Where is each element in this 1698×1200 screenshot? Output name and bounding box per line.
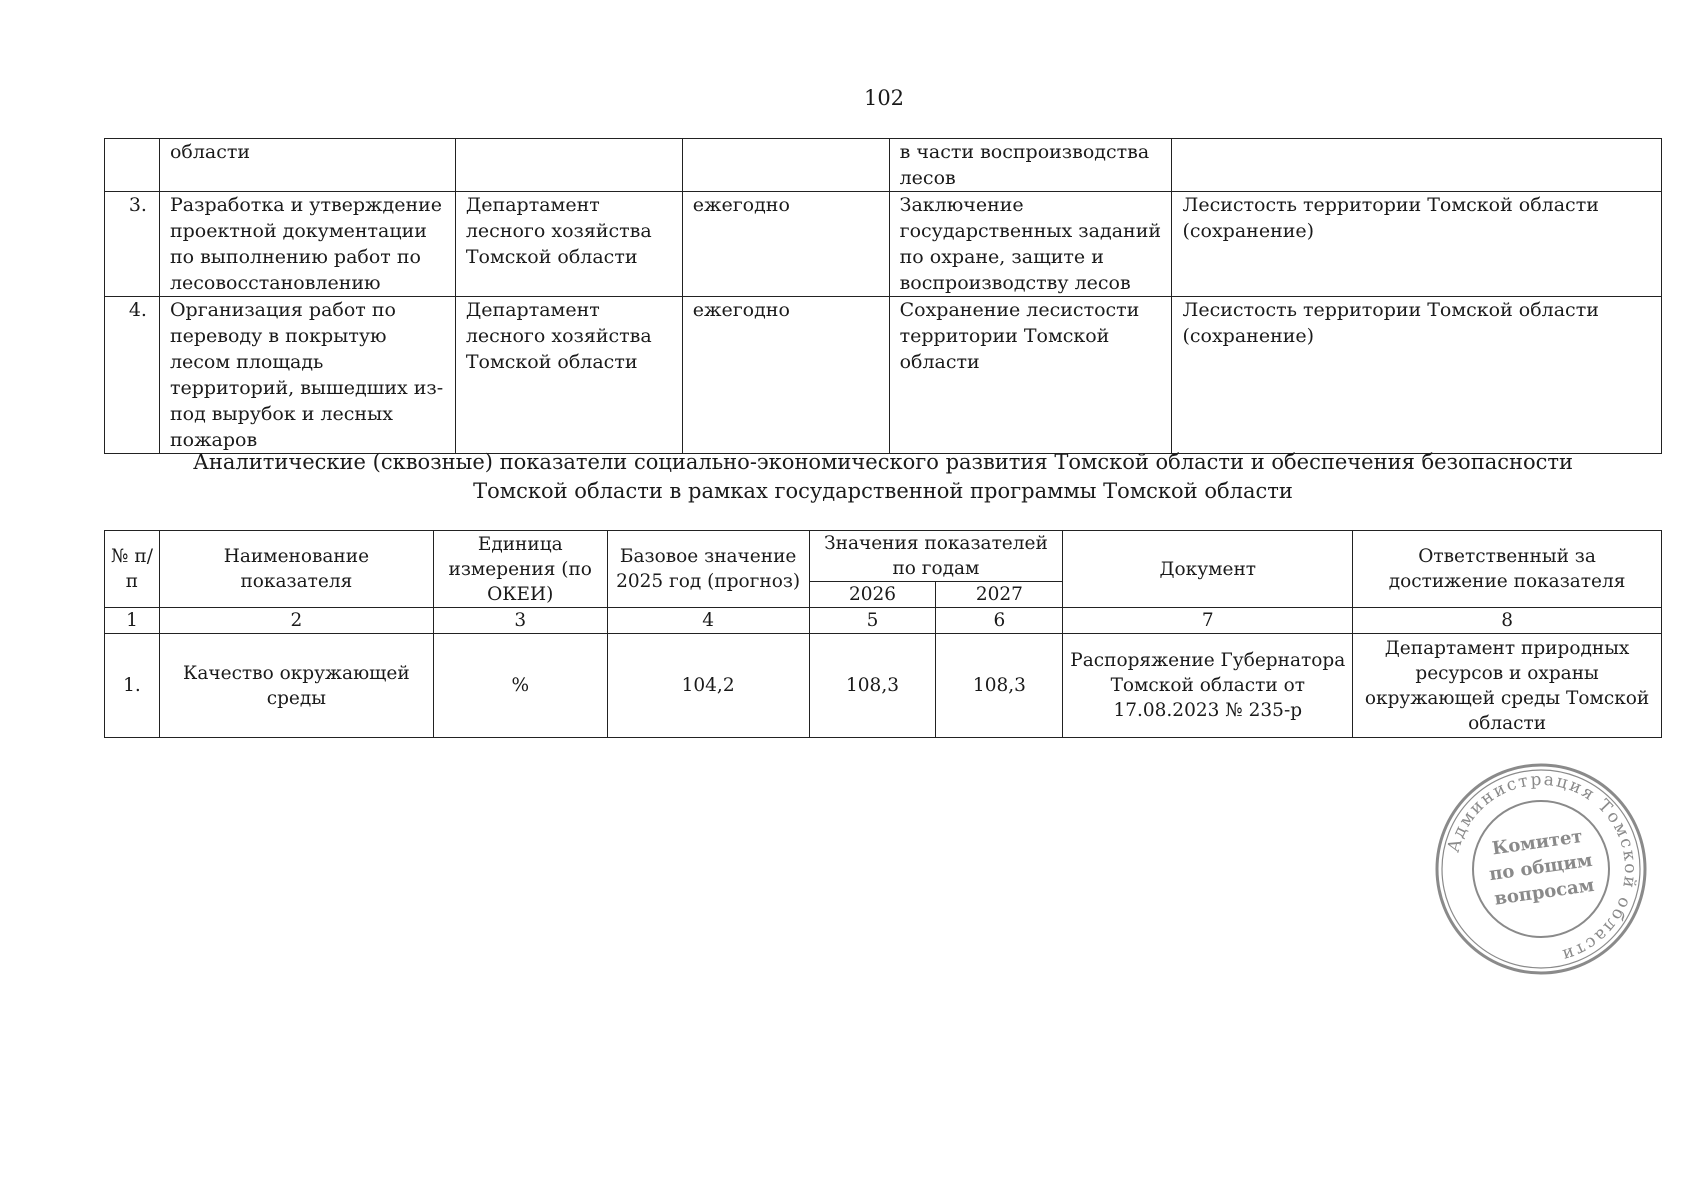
column-index: 5 [809,608,936,634]
column-index: 2 [159,608,433,634]
column-index: 1 [105,608,160,634]
stamp-center-line-1: Комитет [1490,826,1584,860]
column-index-row [105,608,1662,634]
result-cell: в части воспроизводства лесов [889,139,1172,192]
section-title [104,448,1662,506]
action-cell: Организация работ по переводу в покрытую лесом площадь территорий, вышедших из-под вырубок и лесных пожаров [159,297,455,454]
section-title-line-2: Томской области в рамках государственной программы Томской области [473,479,1293,503]
table-row [105,634,1662,738]
row-number [105,139,160,192]
column-index: 3 [433,608,607,634]
header-year-2027: 2027 [936,582,1063,608]
section-title-line-1: Аналитические (сквозные) показатели социально-экономического развития Томской области и обеспечения безопасности [192,450,1573,474]
column-index: 6 [936,608,1063,634]
base-value-cell: 104,2 [607,634,809,738]
stamp-center-line-2: по общим [1487,849,1594,886]
action-cell: области [159,139,455,192]
official-stamp [1432,760,1650,978]
header-unit: Единица измерения (по ОКЕИ) [433,531,607,608]
table-row [105,297,1662,454]
unit-cell: % [433,634,607,738]
action-cell: Разработка и утверждение проектной документации по выполнению работ по лесовосстановлению [159,192,455,297]
value-2027-cell: 108,3 [936,634,1063,738]
row-number: 1. [105,634,160,738]
header-responsible: Ответственный за достижение показателя [1353,531,1662,608]
indicator-cell: Лесистость территории Томской области (сохранение) [1172,297,1662,454]
responsible-cell: Департамент природных ресурсов и охраны окружающей среды Томской области [1353,634,1662,738]
stamp-ring-text: Администрация Томской области [1443,769,1641,966]
column-index: 7 [1063,608,1353,634]
indicator-name-cell: Качество окружающей среды [159,634,433,738]
header-base: Базовое значение 2025 год (прогноз) [607,531,809,608]
responsible-cell: Департамент лесного хозяйства Томской области [455,297,682,454]
indicator-cell: Лесистость территории Томской области (сохранение) [1172,192,1662,297]
period-cell [682,139,889,192]
value-2026-cell: 108,3 [809,634,936,738]
period-cell: ежегодно [682,297,889,454]
activities-table [104,138,1662,454]
row-number: 4. [105,297,160,454]
indicators-table [104,530,1662,738]
result-cell: Заключение государственных заданий по охране, защите и воспроизводству лесов [889,192,1172,297]
table-row [105,192,1662,297]
page-number: 102 [863,86,905,110]
column-index: 8 [1353,608,1662,634]
header-name: Наименование показателя [159,531,433,608]
stamp-center-line-3: вопросам [1493,874,1596,910]
header-document: Документ [1063,531,1353,608]
responsible-cell [455,139,682,192]
responsible-cell: Департамент лесного хозяйства Томской области [455,192,682,297]
column-index: 4 [607,608,809,634]
row-number: 3. [105,192,160,297]
header-year-2026: 2026 [809,582,936,608]
indicator-cell [1172,139,1662,192]
period-cell: ежегодно [682,192,889,297]
header-row [105,531,1662,582]
result-cell: Сохранение лесистости территории Томской области [889,297,1172,454]
header-years-group: Значения показателей по годам [809,531,1063,582]
table-row [105,139,1662,192]
header-num: № п/п [105,531,160,608]
document-cell: Распоряжение Губернатора Томской области от 17.08.2023 № 235-р [1063,634,1353,738]
